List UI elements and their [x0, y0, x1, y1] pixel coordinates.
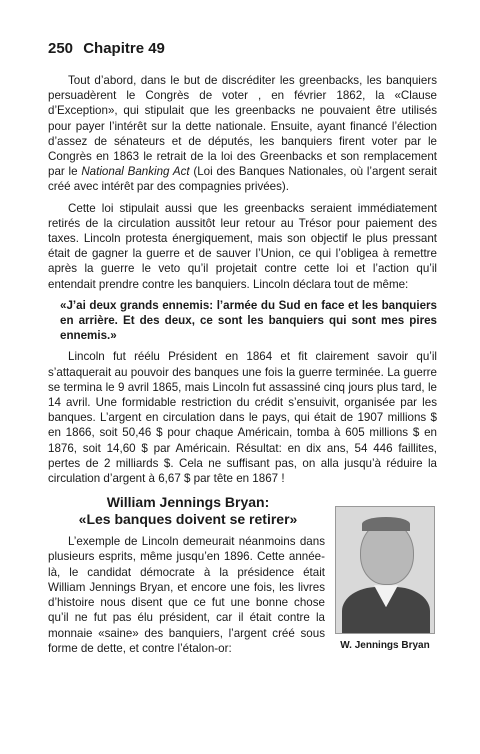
- bryan-text-column: [48, 534, 325, 656]
- paragraph-3: Lincoln fut réélu Président en 1864 et fit clairement savoir qu’il s’attaquerait au pouvoir des banques une fois la guerre terminée. La guerre se termina le 9 avril 1865, mais Lincoln fut assassiné cinq jours plus tard, le 14 avril. Une formidable restriction du crédit s’ensuivit, organisée par les banques. L’argent en circulation dans le pays, qui était de 1907 millions $ en 1866, soit 50,46 $ pour chaque Américain, tomba à 605 millions $ en 1876, soit 14,60 $ par Américain. Résultat: en dix ans, 54 446 faillites, pertes de 2 milliards $. Cela ne suffisant pas, on alla jusqu’à réduire la circulation d’argent à 6,67 $ par tête en 1867 !: [48, 350, 437, 486]
- page-header: [48, 40, 437, 57]
- paragraph-1-part-a: Tout d’abord, dans le but de discréditer les greenbacks, les banquiers persuadèrent le Congrès de voter , en février 1862, la «Clause d’Exception», qui stipulait que les greenbacks ne pouvaient être utilisés pour payer l’intérêt sur la dette nationale. Ensuite, ayant financé l’élection d’assez de sénateurs et de députés, les banquiers firent voter par le Congrès en 1863 le retrait de la loi des Greenbacks et son remplacement par le: [48, 74, 437, 179]
- section-heading-line-1: William Jennings Bryan:: [106, 494, 270, 511]
- portrait-caption: W. Jennings Bryan: [340, 640, 430, 652]
- paragraph-1: [48, 73, 437, 195]
- lincoln-quote: «J’ai deux grands ennemis: l’armée du Sud en face et les banquiers en arrière. Et des deux, ce sont les banquiers qui sont mes pires ennemis.»: [60, 298, 437, 343]
- paragraph-1-part-b: (Loi des Banques Nationales, où l’argent serait créé avec intérêt par des compagnies privées).: [48, 165, 437, 194]
- section-heading-line-2: «Les banques doivent se retirer»: [78, 511, 298, 528]
- paragraph-2: Cette loi stipulait aussi que les greenbacks seraient immédiatement retirés de la circulation aussitôt leur retour au Trésor pour paiement des taxes. Lincoln protesta énergiquement, mais son objectif le plus pressant était de gagner la guerre et de sauver l’Union, ce qui l’obligea à remettre après la guerre le veto qu’il projetait contre cette loi et l’action qu’il entendait prendre contre les banquiers. Lincoln déclara tout de même:: [48, 201, 437, 291]
- paragraph-4: L’exemple de Lincoln demeurait néanmoins dans plusieurs esprits, même jusqu’en 1896. Cette année-là, le candidat démocrate à la présidence était William Jennings Bryan, et encore une fois, les livres d’histoire nous disent que ce fut une bonne chose qu’il ne fut pas élu président, car il était contre la monnaie «saine» des banquiers, l’argent créé sous forme de dette, et contre l’étalon-or:: [48, 535, 325, 655]
- national-banking-act-title: National Banking Act: [81, 165, 190, 179]
- page-number: 250: [48, 40, 74, 57]
- portrait-figure: [335, 506, 435, 656]
- section-heading: [48, 494, 328, 528]
- bryan-section: [48, 534, 437, 656]
- chapter-title: Chapitre 49: [83, 40, 165, 57]
- bryan-portrait-image: [335, 506, 435, 634]
